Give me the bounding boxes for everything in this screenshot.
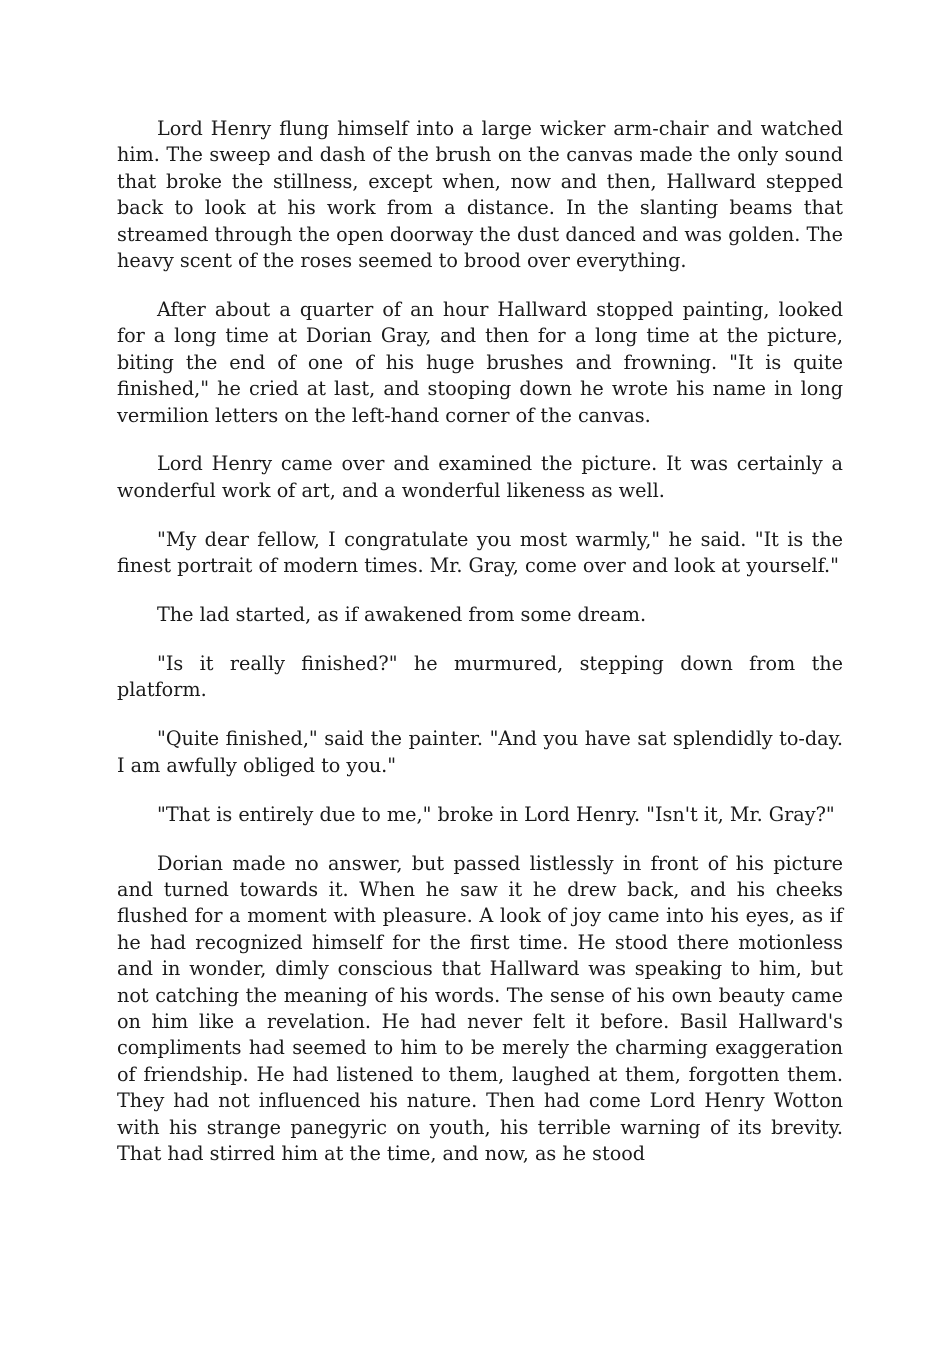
page-body [117,116,843,1167]
paragraph-2: After about a quarter of an hour Hallward stopped painting, looked for a long time at Dorian Gray, and then for a long time at the picture, biting the end of one of his huge brushes and frowning. "It is quite finished," he cried at last, and stooping down he wrote his name in long vermilion letters on the left-hand corner of the canvas. [117,297,843,427]
paragraph-3: Lord Henry came over and examined the picture. It was certainly a wonderful work of art, and a wonderful likeness as well. [117,452,843,502]
paragraph-1: Lord Henry flung himself into a large wicker arm-chair and watched him. The sweep and dash of the brush on the canvas made the only sound that broke the stillness, except when, now and then, Hallward stepped back to look at his work from a distance. In the slanting beams that streamed through the open doorway the dust danced and was golden. The heavy scent of the roses seemed to brood over everything. [117,117,843,273]
paragraph-4: "My dear fellow, I congratulate you most warmly," he said. "It is the finest portrait of modern times. Mr. Gray, come over and look at yourself." [117,527,843,578]
paragraph-9: Dorian made no answer, but passed listlessly in front of his picture and turned towards it. When he saw it he drew back, and his cheeks flushed for a moment with pleasure. A look of joy came into his eyes, as if he had recognized himself for the first time. He stood there motionless and in wonder, dimly conscious that Hallward was speaking to him, but not catching the meaning of his words. The sense of his own beauty came on him like a revelation. He had never felt it before. Basil Hallward's compliments had seemed to him to be merely the charming exaggeration of friendship. He had listened to them, laughed at them, forgotten them. They had not influenced his nature. Then had come Lord Henry Wotton with his strange panegyric on youth, his terrible warning of its brevity. That had stirred him at the time, and now, as he stood [117,851,843,1165]
paragraph-6: "Is it really finished?" he murmured, stepping down from the platform. [117,652,843,702]
paragraph-5: The lad started, as if awakened from some dream. [157,603,647,627]
paragraph-8: "That is entirely due to me," broke in Lord Henry. "Isn't it, Mr. Gray?" [157,802,835,826]
paragraph-7: "Quite finished," said the painter. "And you have sat splendidly to-day. I am awfully obliged to you." [117,727,843,777]
